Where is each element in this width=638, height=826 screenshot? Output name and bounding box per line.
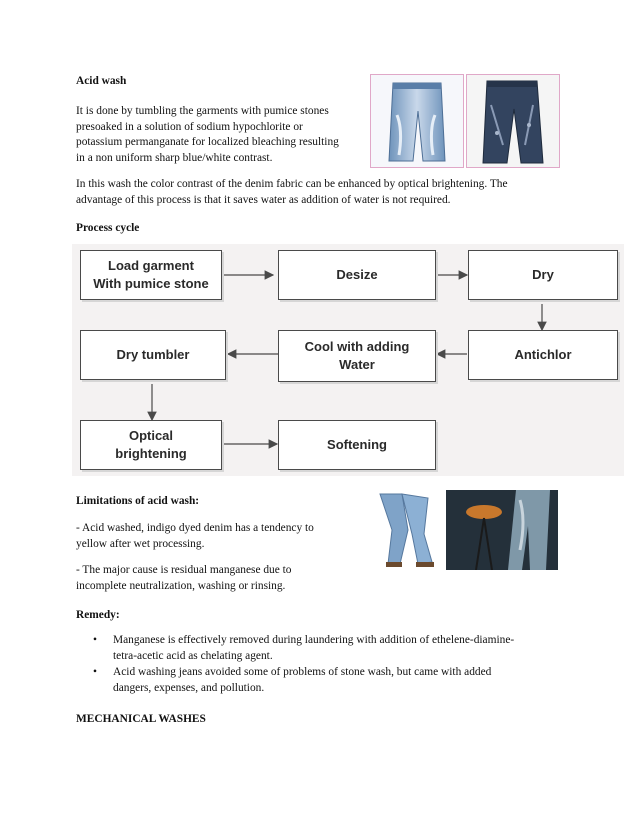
list-item: • Acid washing jeans avoided some of problems of stone wash, but came with added dangers, expenses, and pollution. [93,666,492,694]
acid-wash-jeans-photo-1 [370,74,464,168]
step-antichlor: Antichlor [468,330,618,380]
bullet-icon: • [93,666,97,678]
acid-wash-jeans-photo-2 [466,74,560,168]
remedy-list [76,633,596,697]
limitations-line: incomplete neutralization, washing or rinsing. [76,579,286,592]
list-item: • Manganese is effectively removed during laundering with addition of ethelene-diamine- tetra-acetic acid as chelating agent. [93,634,515,662]
acid-wash-intro [76,104,339,166]
intro-line: presoaked in a solution of sodium hypochlorite or [76,120,303,133]
step-load-garment: Load garment With pumice stone [80,250,222,300]
acid-jeans-legs-photo [372,490,442,570]
acid-jeans-stool-photo [446,490,558,570]
limitations-heading: Limitations of acid wash: [76,495,200,507]
paragraph-line: In this wash the color contrast of the denim fabric can be enhanced by optical brightening. The [76,178,508,190]
step-optical-brightening: Optical brightening [80,420,222,470]
limitations-line: - The major cause is residual manganese due to [76,564,292,576]
intro-line: It is done by tumbling the garments with pumice stones [76,105,329,117]
limitations-line: - Acid washed, indigo dyed denim has a tendency to [76,522,314,534]
intro-line: potassium permanganate for localized bleaching resulting [76,136,339,148]
step-desize: Desize [278,250,436,300]
acid-wash-paragraph [76,177,508,208]
process-cycle-heading: Process cycle [76,222,140,234]
step-cool-with-water: Cool with adding Water [278,330,436,382]
remedy-heading: Remedy: [76,609,120,621]
limitations-line: yellow after wet processing. [76,537,205,550]
step-softening: Softening [278,420,436,470]
bullet-icon: • [93,634,97,646]
limitations-para-2 [76,563,292,594]
paragraph-line: advantage of this process is that it saves water as addition of water is not required. [76,193,451,206]
step-dry-tumbler: Dry tumbler [80,330,226,380]
limitations-para-1 [76,521,314,552]
mechanical-washes-heading: MECHANICAL WASHES [76,713,206,725]
intro-line: in a non uniform sharp blue/white contrast. [76,151,273,164]
step-dry: Dry [468,250,618,300]
process-cycle-flowchart [72,244,624,476]
acid-wash-heading: Acid wash [76,75,127,87]
